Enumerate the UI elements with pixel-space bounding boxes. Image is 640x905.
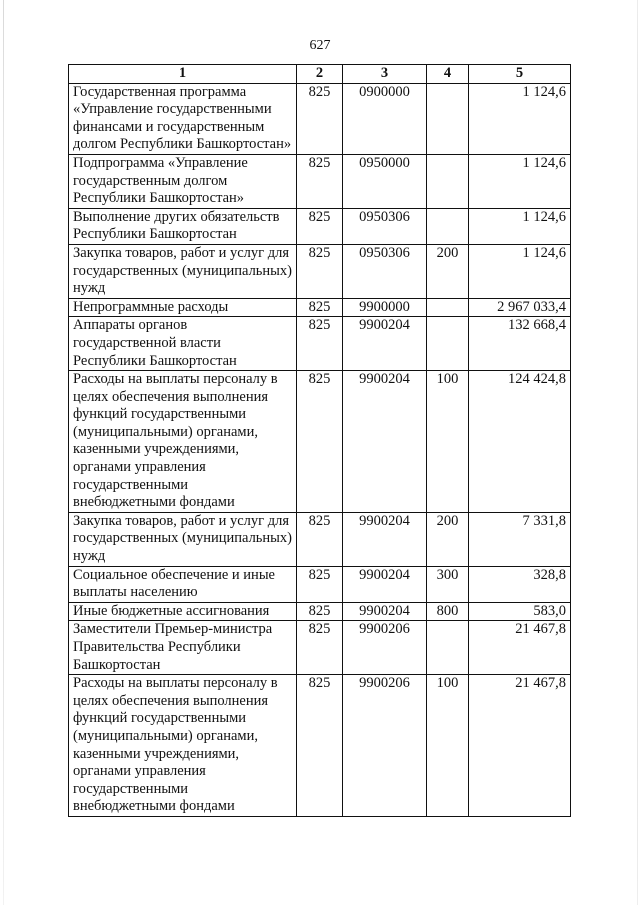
table-row [69, 566, 571, 602]
row-csr: 9900204 [343, 371, 427, 513]
table-row [69, 83, 571, 154]
row-ved: 825 [297, 675, 343, 817]
header-col-2: 2 [297, 65, 343, 84]
row-sum: 21 467,8 [469, 675, 571, 817]
row-name: Заместители Премьер-министра Правительства Республики Башкортостан [69, 621, 297, 675]
row-ved: 825 [297, 83, 343, 154]
table-row [69, 298, 571, 317]
row-ved: 825 [297, 371, 343, 513]
row-ved: 825 [297, 602, 343, 621]
page-number: 627 [309, 38, 331, 53]
row-sum: 1 124,6 [469, 154, 571, 208]
header-col-4: 4 [427, 65, 469, 84]
row-vr [427, 83, 469, 154]
table-header-row [69, 65, 571, 84]
row-name: Закупка товаров, работ и услуг для государственных (муниципальных) нужд [69, 244, 297, 298]
row-name: Подпрограмма «Управление государственным долгом Республики Башкортостан» [69, 154, 297, 208]
row-ved: 825 [297, 512, 343, 566]
row-csr: 9900204 [343, 602, 427, 621]
table-row [69, 317, 571, 371]
row-vr [427, 298, 469, 317]
table-row [69, 602, 571, 621]
row-csr: 0900000 [343, 83, 427, 154]
row-ved: 825 [297, 154, 343, 208]
table-row [69, 244, 571, 298]
row-ved: 825 [297, 298, 343, 317]
row-sum: 1 124,6 [469, 83, 571, 154]
row-vr [427, 154, 469, 208]
row-csr: 9900206 [343, 675, 427, 817]
row-sum: 328,8 [469, 566, 571, 602]
row-csr: 9900206 [343, 621, 427, 675]
row-csr: 9900000 [343, 298, 427, 317]
row-sum: 124 424,8 [469, 371, 571, 513]
row-ved: 825 [297, 244, 343, 298]
scan-edge-left [3, 0, 4, 905]
row-vr: 200 [427, 512, 469, 566]
row-sum: 7 331,8 [469, 512, 571, 566]
row-ved: 825 [297, 317, 343, 371]
row-csr: 0950000 [343, 154, 427, 208]
row-vr [427, 621, 469, 675]
budget-table [68, 64, 571, 817]
row-name: Расходы на выплаты персоналу в целях обеспечения выполнения функций государственными (муниципальными) органами, казенными учреждениями, органами управления государственными внебюджетными фондами [69, 371, 297, 513]
row-csr: 0950306 [343, 208, 427, 244]
table-row [69, 512, 571, 566]
scan-edge-right [637, 0, 638, 905]
row-sum: 1 124,6 [469, 244, 571, 298]
row-csr: 9900204 [343, 512, 427, 566]
row-name: Аппараты органов государственной власти Республики Башкортостан [69, 317, 297, 371]
row-name: Расходы на выплаты персоналу в целях обеспечения выполнения функций государственными (муниципальными) органами, казенными учреждениями, органами управления государственными внебюджетными фондами [69, 675, 297, 817]
table-row [69, 371, 571, 513]
row-ved: 825 [297, 208, 343, 244]
row-name: Выполнение других обязательств Республики Башкортостан [69, 208, 297, 244]
row-name: Закупка товаров, работ и услуг для государственных (муниципальных) нужд [69, 512, 297, 566]
row-name: Социальное обеспечение и иные выплаты населению [69, 566, 297, 602]
row-name: Иные бюджетные ассигнования [69, 602, 297, 621]
row-vr: 300 [427, 566, 469, 602]
row-sum: 1 124,6 [469, 208, 571, 244]
row-vr: 200 [427, 244, 469, 298]
row-csr: 9900204 [343, 317, 427, 371]
header-col-1: 1 [69, 65, 297, 84]
row-sum: 583,0 [469, 602, 571, 621]
row-sum: 2 967 033,4 [469, 298, 571, 317]
row-vr: 800 [427, 602, 469, 621]
header-col-3: 3 [343, 65, 427, 84]
table-row [69, 621, 571, 675]
row-name: Государственная программа «Управление государственными финансами и государственным долгом Республики Башкортостан» [69, 83, 297, 154]
row-sum: 132 668,4 [469, 317, 571, 371]
row-vr [427, 208, 469, 244]
table-row [69, 675, 571, 817]
row-csr: 9900204 [343, 566, 427, 602]
header-col-5: 5 [469, 65, 571, 84]
row-vr: 100 [427, 675, 469, 817]
table-row [69, 154, 571, 208]
row-vr [427, 317, 469, 371]
row-name: Непрограммные расходы [69, 298, 297, 317]
table-row [69, 208, 571, 244]
row-sum: 21 467,8 [469, 621, 571, 675]
row-vr: 100 [427, 371, 469, 513]
row-ved: 825 [297, 566, 343, 602]
row-ved: 825 [297, 621, 343, 675]
row-csr: 0950306 [343, 244, 427, 298]
